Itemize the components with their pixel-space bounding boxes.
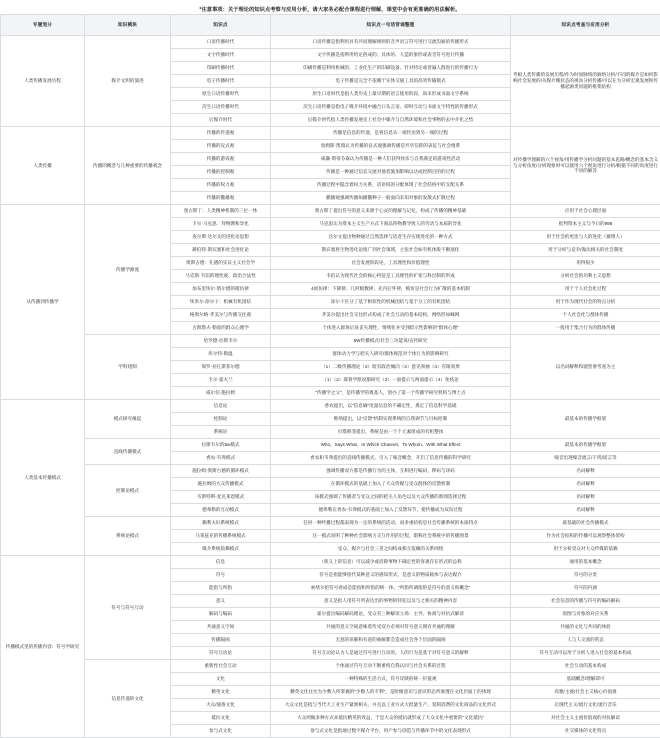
cell-recite: （1）（2）耶鲁学派说服研究（3）一面提示与两面提示（4）免疫论 <box>271 374 511 387</box>
cell-recite: 传播过程中隐含着权力关系，话语权的分配体现了社会结构中的支配关系 <box>271 179 511 192</box>
column-header-point: 知识点 <box>171 15 271 36</box>
cell-module: 模式研究缘起 <box>85 400 171 439</box>
cell-recite: 贝塔朗菲提出，系统是由一个个元素组成的有机整体 <box>271 426 511 439</box>
cell-knowledge-point: 马莱兹克的传播系统模式 <box>171 530 271 543</box>
cell-analysis: 社会信息的传播与符号的编码解码 <box>511 595 660 608</box>
cell-knowledge-point: 原生口语传播时代 <box>171 88 271 101</box>
cell-knowledge-point: 印刷传播时代 <box>171 62 271 75</box>
cell-recite: 符号是指能够指代某种意义的感知形式，是意义的物质载体与表达媒介 <box>271 569 511 582</box>
cell-recite: 涂尔干区分了基于相似性的机械团结与基于分工的有机团结 <box>271 296 511 309</box>
cell-knowledge-point: 马克斯·韦伯的理性观、政治合法性 <box>171 270 271 283</box>
cell-recite: 4项仿律：下降律、几何级数律、先内后外律，模仿是社会行为扩散的基本机制 <box>271 283 511 296</box>
cell-recite: 参与式文化是指通过数字媒介平台，用户参与创造与传播环节中的文化表现形式 <box>271 725 511 738</box>
cell-knowledge-point: 赖利夫妇系统模式 <box>171 517 271 530</box>
table-row <box>1 335 660 348</box>
cell-knowledge-point: 解码与编码 <box>171 608 271 621</box>
cell-recite: 精英文化往往为少数人所掌握的"少数人的专利"，是阶级意识与意识形态所渗透在文化层面上的体现 <box>271 686 511 699</box>
cell-knowledge-point: 埃米尔·涂尔干：机械有机团结 <box>171 296 271 309</box>
cell-module: 传播学源流 <box>85 205 171 335</box>
table-row <box>1 465 660 478</box>
cell-analysis: 名词解释 <box>511 465 660 478</box>
cell-knowledge-point: 古斯塔夫·勒庞的群众心理学 <box>171 322 271 335</box>
cell-analysis: 用于社会的更迭与人的进化（赛博人） <box>511 231 660 244</box>
cell-analysis: 符号的分类 <box>511 569 660 582</box>
cell-knowledge-point: 传播的权力观 <box>171 179 271 192</box>
cell-recite: 共通的意义空间意味着传受双方必须对符号意义拥有共通的理解 <box>271 621 511 634</box>
cell-analysis: 对社会主义主流价值观的对抗解读 <box>511 712 660 725</box>
cell-module: 符号与符号互动 <box>85 556 171 660</box>
cell-analysis: 噪音出现噪音流言/干扰/谣言等 <box>511 452 660 465</box>
cell-recite: 韦伯认为现代社会的核心特征是工具理性的扩张与科层制的形成 <box>271 270 511 283</box>
cell-theme: 从传播到传播学 <box>1 205 85 400</box>
cell-module: 学科建制 <box>85 335 171 400</box>
cell-analysis: 以名词解释和题型要考查为主 <box>511 335 660 400</box>
cell-analysis: 应用于社会心理层面 <box>511 205 660 218</box>
cell-analysis: 用于作为现代社会的特点分析 <box>511 296 660 309</box>
cell-recite: 奥古斯丁提出符号的意义来源于心灵的理解与记忆，构成了传播的精神基础 <box>271 205 511 218</box>
cell-knowledge-point: 奥古斯丁：人类精神机制的三位一体 <box>171 205 271 218</box>
cell-knowledge-point: 加布里埃尔·塔尔德的模仿律 <box>171 283 271 296</box>
cell-analysis: 用于分析与竞争/淘汰相关的社会制度 <box>511 244 660 257</box>
cell-recite: 群体动力学与把关人研究/群体规范对个体行为的影响研究 <box>271 348 511 361</box>
cell-recite: 撒播观强调传播如播撒种子一般面向未知对象的发散式扩散过程 <box>271 192 511 205</box>
cell-recite: 斯宾塞将生物进化论推广到社会领域，主张社会如有机体般不断演化 <box>271 244 511 257</box>
cell-recite: 达尔文提出物种通过自然选择与适者生存实现进化的一种方式 <box>271 231 511 244</box>
cell-knowledge-point: 查尔斯·达尔文的进化论思想 <box>171 231 271 244</box>
cell-analysis: 名词解释 <box>511 478 660 491</box>
cell-knowledge-point: 后媒介时代 <box>171 114 271 127</box>
cell-knowledge-point: 拉斯韦尔的5w模式 <box>171 439 271 452</box>
cell-recite: 文字传播是指利用约定俗成的、具体的、人造的象形或表音符号进行传播 <box>271 49 511 62</box>
cell-recite: 印刷传播是利用机械的、工业化生产的印刷设备、针对特定或普遍人群进行的传播行为 <box>271 62 511 75</box>
cell-recite: （狭义上的信息）可以减少或消除事物不确定性的客观存在形式的总称 <box>271 556 511 569</box>
cell-recite: 一种特殊的生活方式，符号反映的统一价值观 <box>271 673 511 686</box>
cell-recite: 在循环模式的基础上加入了大众传媒与受众群体的反馈机制 <box>271 478 511 491</box>
cell-knowledge-point: 符号互动论 <box>171 647 271 660</box>
cell-recite: 维纳提出，以"反馈"机制实现系统的自我调节与目标控制 <box>271 413 511 426</box>
column-header-analysis: 知识点考查与应用分析 <box>511 15 660 36</box>
cell-theme: 人类传播发展历程 <box>1 36 85 127</box>
header-row <box>1 15 660 36</box>
cell-analysis: 个人社会化与群体传播 <box>511 309 660 322</box>
cell-analysis: 基础概念/理解即可 <box>511 673 660 686</box>
cell-recite: 马克思认为资本主义生产方式下商品拜物教导致人的劳动与本质的异化 <box>271 218 511 231</box>
cell-knowledge-point: 施拉姆的大众传播模式 <box>171 478 271 491</box>
cell-recite: 詹姆斯·凯瑞认为传播的仪式观强调传播是共享信仰的表征与社会维系 <box>271 140 511 153</box>
cell-analysis: 符号的内涵 <box>511 582 660 595</box>
cell-recite: 任何一种传播过程都表现为一定的系统的活动，而多重结构是社会传播系统的本质特点 <box>271 517 511 530</box>
cell-knowledge-point: 传播隔阂 <box>171 634 271 647</box>
cell-knowledge-point: 文字传播时代 <box>171 49 271 62</box>
cell-analysis: 社交媒体的文化特点 <box>511 725 660 738</box>
cell-knowledge-point: 传播的游戏观 <box>171 153 271 166</box>
cell-analysis: 作为社会结构的传播可以观察整体架构 <box>511 530 660 543</box>
cell-knowledge-point: 威尔伯·施拉姆 <box>171 387 271 400</box>
cell-theme: 传播模式里的传播内容：符号学研究 <box>1 556 85 738</box>
cell-analysis: 用于个人社会化过程 <box>511 283 660 296</box>
cell-knowledge-point: 文化 <box>171 673 271 686</box>
cell-knowledge-point: 信息论 <box>171 400 271 413</box>
cell-recite: 口语传播是指利用具有共同理解规则的音声语言符号进行交流沟通的传播形式 <box>271 36 511 49</box>
cell-recite: 大众则做多种方式来抵抗精英的效益，于是大众的抵抗就形成了大众文化中重要的"文化抵抗" <box>271 712 511 725</box>
cell-analysis: 符号互动可以用于分析人进入社会的基本构成 <box>511 647 660 660</box>
cell-recite: 威廉·斯蒂芬森认为传播是一种人们获得快乐与自我满足的游戏性活动 <box>271 153 511 166</box>
cell-analysis: 名词解释 <box>511 491 660 504</box>
cell-module: 控制论模式 <box>85 465 171 517</box>
cell-recite: 德弗勒在香农-韦弗模式的基础上加入了反馈环节，使传播成为双向过程 <box>271 504 511 517</box>
table-row <box>1 205 660 218</box>
table-row <box>1 556 660 569</box>
cell-knowledge-point: 控制论 <box>171 413 271 426</box>
cell-knowledge-point: 系统论 <box>171 426 271 439</box>
cell-recite: 索绪尔把符号看成是能指和所指的统一体，"所指所调指的是符号的意义和概念" <box>271 582 511 595</box>
cell-recite: 该模式强调了传播者与受众之间的把关人角色以及大众传播的新闻选择过程 <box>271 491 511 504</box>
cell-knowledge-point: 次生口语传播时代 <box>171 101 271 114</box>
cell-knowledge-point: 赫伯特·斯宾塞和社会进化论 <box>171 244 271 257</box>
cell-recite: 无意的误解和有意的曲解都会造成社会各个层面的隔阂 <box>271 634 511 647</box>
cell-recite: 受众、媒介与社会三者之间构成相互依赖的关系网络 <box>271 543 511 556</box>
cell-knowledge-point: 参与式文化 <box>171 725 271 738</box>
column-header-module: 知识模块 <box>85 15 171 36</box>
cell-recite: 次生口语传播是指电子媒介环境中融合口头言语、即时互动与书面文字特性的传播形式 <box>271 101 511 114</box>
cell-knowledge-point: 格奥尔格·齐美尔与传播交往观 <box>171 309 271 322</box>
cell-knowledge-point: 口语传播时代 <box>171 36 271 49</box>
cell-recite: 传播是一种通过信息交流对他者施加影响以达成控制目的的过程 <box>271 166 511 179</box>
cell-knowledge-point: 符号 <box>171 569 271 582</box>
cell-recite: "传播学之父"，是传播学的奠基人，创办了第一个传播学研究机构与博士点 <box>271 387 511 400</box>
cell-knowledge-point: 意义 <box>171 595 271 608</box>
cell-recite: 传播是信息的传递，是将信息从一端传送到另一端的过程 <box>271 127 511 140</box>
cell-theme: 人类传播 <box>1 127 85 205</box>
table-body <box>1 36 660 738</box>
cell-module: 系统论模式 <box>85 517 171 556</box>
column-header-recite: 知识点一句话背诵整理 <box>271 15 511 36</box>
cell-module: 信息传递的文化 <box>85 660 171 738</box>
table-row <box>1 517 660 530</box>
cell-recite: （1）二级传播理论（2）既有政治倾向（3）意见领袖（4）有限效果 <box>271 361 511 374</box>
cell-recite: 霍尔提出编码解码理论，受众有三种解读立场：主导、协商与对抗式解读 <box>271 608 511 621</box>
cell-analysis: 高雅/主流/社会主义核心价值观 <box>511 686 660 699</box>
cell-knowledge-point: 库尔特·勒温 <box>171 348 271 361</box>
cell-knowledge-point: 传播的撒播观 <box>171 192 271 205</box>
cell-analysis: 原图与对象的对应关系 <box>511 608 660 621</box>
cell-analysis: 用得很少 <box>511 257 660 270</box>
column-header-theme: 专题划分 <box>1 15 85 36</box>
table-header <box>1 15 660 36</box>
cell-analysis: 最基本的传播学框架 <box>511 439 660 452</box>
cell-module: 直线传播模式 <box>85 439 171 465</box>
cell-recite: 这一模式说明了种种社会影响力交互作用的过程，堪称社会系统中的传播图景 <box>271 530 511 543</box>
cell-knowledge-point: 传播的传递观 <box>171 127 271 140</box>
cell-knowledge-point: 重新性社会互动 <box>171 660 271 673</box>
cell-module: 媒介文明的演进 <box>85 36 171 127</box>
cell-knowledge-point: 大众/通俗文化 <box>171 699 271 712</box>
cell-recite: Who、Says What、In Which Channel、To Whom、With What Effect <box>271 439 511 452</box>
cell-analysis: 分析社会的功利主义思想 <box>511 270 660 283</box>
cell-knowledge-point: 媒介系统依赖模式 <box>171 543 271 556</box>
cell-knowledge-point: 保罗·拉扎斯菲尔德 <box>171 361 271 374</box>
cell-knowledge-point: 卡尔·霍夫兰 <box>171 374 271 387</box>
cell-recite: 符号互动论认为人是通过符号进行互动的，人的行为是基于对符号意义的解释 <box>271 647 511 660</box>
cell-knowledge-point: 施拉姆-奥斯古德的循环模式 <box>171 465 271 478</box>
cell-knowledge-point: 香农-韦弗模式 <box>171 452 271 465</box>
cell-knowledge-point: 精英文化 <box>171 686 271 699</box>
cell-knowledge-point: 传播的仪式观 <box>171 140 271 153</box>
cell-knowledge-point: 奥斯古德：孔德的实证主义社会学 <box>171 257 271 270</box>
cell-knowledge-point: 共通意义空间 <box>171 621 271 634</box>
cell-recite: 5W传播模式/社会三功能说/宣传研究 <box>271 335 511 348</box>
cell-recite: 齐美尔提出社会交往形式构成了社会互动的基本结构，网络形如蛛网 <box>271 309 511 322</box>
table-row <box>1 36 660 49</box>
cell-knowledge-point: 信息 <box>171 556 271 569</box>
knowledge-table <box>0 14 660 738</box>
cell-analysis: 名词解释 <box>511 504 660 517</box>
cell-analysis: 最基础的社会传播模式 <box>511 517 660 530</box>
cell-knowledge-point: 能指与所指 <box>171 582 271 595</box>
cell-knowledge-point: 电子传播时代 <box>171 75 271 88</box>
cell-recite: 香农提出，以"信息熵"度量信息的不确定性，奠定了信息科学基础 <box>271 400 511 413</box>
cell-recite: 电子传播是完全不依赖于实体交通工具的高效传输模式 <box>271 75 511 88</box>
cell-module: 传播的概念与几种重要的传播观念 <box>85 127 171 205</box>
cell-analysis: 最基本的传播学框架 <box>511 400 660 439</box>
cell-recite: 个体通过符号互动不断重构自我认同与社会关系的过程 <box>271 660 511 673</box>
cell-recite: 香农和韦弗提出的直线传播模式，引入了噪音概念，开启了信息传播的科学研究 <box>271 452 511 465</box>
cell-analysis: 后现代主义/流行文化/流行音乐 <box>511 699 660 712</box>
cell-recite: 原生口语时代是指人类历史上最早期的语言使用阶段，尚未形成书面文字系统 <box>271 88 511 101</box>
cell-analysis: 人与人交流的常态 <box>511 634 660 647</box>
note-banner: *注意事项：关于理论的知识点考察与应用分析，请大家务必配合课程进行理解，课堂中会有更准确的用法解析。 <box>0 0 660 14</box>
cell-knowledge-point: 德弗勒的互动模式 <box>171 504 271 517</box>
cell-knowledge-point: 哈罗德·拉斯韦尔 <box>171 335 271 348</box>
cell-recite: 强调传播双方都是传播行为的主体，互相进行编码、释码与译码 <box>271 465 511 478</box>
cell-recite: 大众文化是指与当代大工业生产紧密相关、并且以工业方式大批量生产、复制消费的文化商品的文化形式 <box>271 699 511 712</box>
table-row <box>1 127 660 140</box>
cell-recite: 意义是指人用符号所表达出的事物的特征以及与之相关的精神内容 <box>271 595 511 608</box>
cell-knowledge-point: 抵抗文化 <box>171 712 271 725</box>
table-row <box>1 439 660 452</box>
cell-analysis: 批判资本主义与今日的996 <box>511 218 660 231</box>
cell-analysis: 社会互动的基本构成 <box>511 660 660 673</box>
table-row <box>1 400 660 413</box>
cell-knowledge-point: 传播的控制观 <box>171 166 271 179</box>
cell-analysis: 通用的基本概念 <box>511 556 660 569</box>
cell-analysis: 对传播学理解的六个视角/用传播学分析问题的基本思路/概念的基本含义与分析角度/分析现象时可以使用六个视角进行分析/根据不同的角度进行不同的解答 <box>511 127 660 205</box>
cell-analysis: 一般用于集合行为的群体传播 <box>511 322 660 335</box>
cell-recite: 个体进入群体后易丧失理性、情绪化并受到暗示性影响的"群体心理" <box>271 322 511 335</box>
cell-theme: 人类基本传播模式 <box>1 400 85 556</box>
table-row <box>1 660 660 673</box>
cell-knowledge-point: 卡尔·马克思：拜物教和异化 <box>171 218 271 231</box>
cell-knowledge-point: 韦斯特利-麦克莱恩模式 <box>171 491 271 504</box>
cell-analysis: 共通的文化与共同的体验 <box>511 621 660 634</box>
cell-analysis: 用于分析受众对大众传媒的依赖 <box>511 543 660 556</box>
cell-recite: 后媒介时代指人类传播发展史上社会中媒介与自然环境和社会事物的去中介化之势 <box>271 114 511 127</box>
cell-analysis: 考板人类传播的发展历程/作为时间脉络的脉络分析/不同的媒介是如何影响社会发展的/从媒介哪状态的视角分析传播/可以在为分析宏观发展和传播起源类问题的框架结构 <box>511 36 660 127</box>
cell-recite: 社会发展阶段论，工具理性和价值理性 <box>271 257 511 270</box>
